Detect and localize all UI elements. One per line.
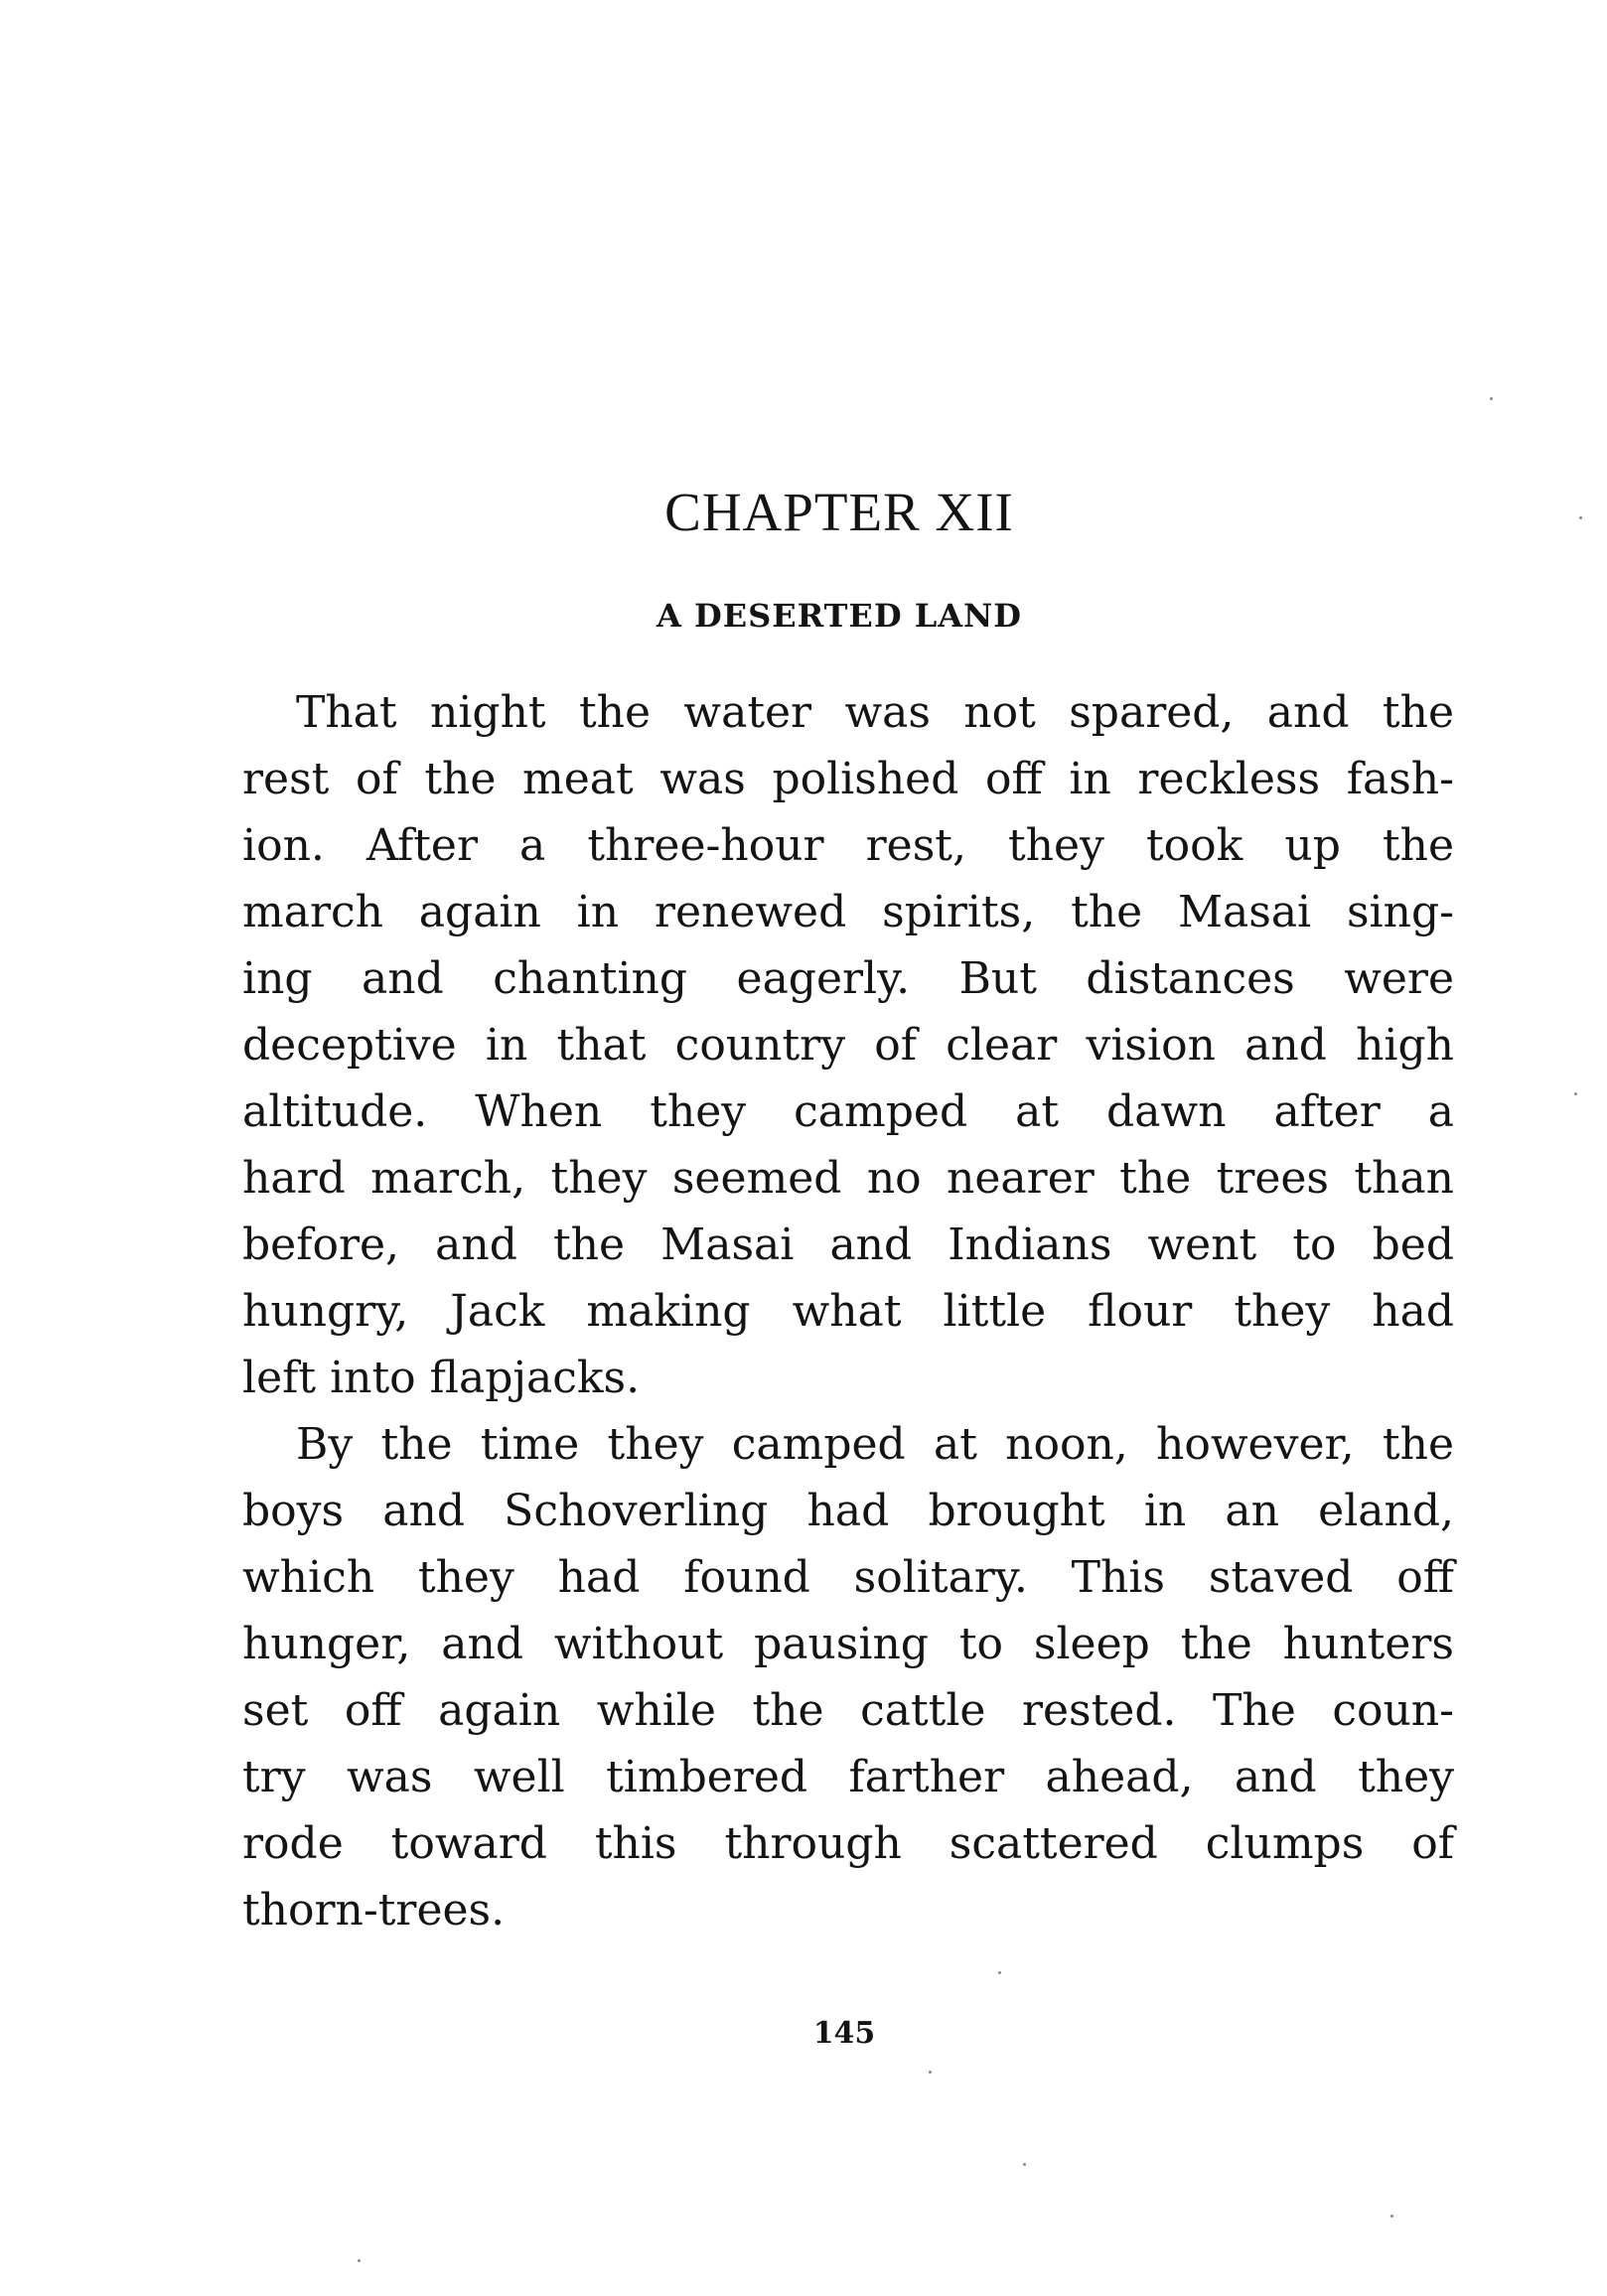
- text-line: deceptive in that country of clear vision and high: [242, 1020, 1454, 1071]
- chapter-subtitle: A DESERTED LAND: [656, 597, 1023, 635]
- text-line: hungry, Jack making what little flour they had: [242, 1286, 1454, 1337]
- page-number: 145: [812, 2016, 876, 2051]
- body-text: [242, 679, 1454, 1943]
- scan-speck: [998, 1971, 1001, 1974]
- paragraph: [242, 679, 1454, 1411]
- text-line: ing and chanting eagerly. But distances were: [242, 953, 1454, 1004]
- text-line: march again in renewed spirits, the Masai sing-: [242, 887, 1454, 937]
- text-line: altitude. When they camped at dawn after a: [242, 1086, 1454, 1137]
- text-line: hunger, and without pausing to sleep the hunters: [242, 1619, 1454, 1669]
- text-line: hard march, they seemed no nearer the trees than: [242, 1153, 1454, 1204]
- text-line: By the time they camped at noon, however, the: [296, 1419, 1454, 1470]
- text-line: rest of the meat was polished off in reckless fash-: [242, 754, 1454, 804]
- scan-speck: [1579, 516, 1582, 519]
- text-line: which they had found solitary. This staved off: [242, 1552, 1454, 1603]
- text-line: boys and Schoverling had brought in an eland,: [242, 1486, 1454, 1536]
- text-line: rode toward this through scattered clumps of: [242, 1818, 1454, 1869]
- text-line: left into flapjacks.: [242, 1353, 641, 1403]
- text-line: set off again while the cattle rested. The coun-: [242, 1685, 1454, 1736]
- text-line: That night the water was not spared, and the: [296, 687, 1454, 738]
- text-line: before, and the Masai and Indians went to bed: [242, 1220, 1454, 1270]
- text-line: thorn-trees.: [242, 1885, 506, 1936]
- text-line: ion. After a three-hour rest, they took up the: [242, 820, 1454, 871]
- scan-speck: [358, 2259, 361, 2262]
- scan-speck: [1490, 397, 1493, 400]
- scan-speck: [929, 2071, 932, 2074]
- scan-speck: [1574, 1092, 1577, 1095]
- text-line: try was well timbered farther ahead, and they: [242, 1752, 1454, 1802]
- chapter-title: CHAPTER XII: [664, 482, 1014, 542]
- scan-speck: [1390, 2215, 1393, 2218]
- scan-speck: [1023, 2163, 1026, 2166]
- paragraph: [242, 1411, 1454, 1943]
